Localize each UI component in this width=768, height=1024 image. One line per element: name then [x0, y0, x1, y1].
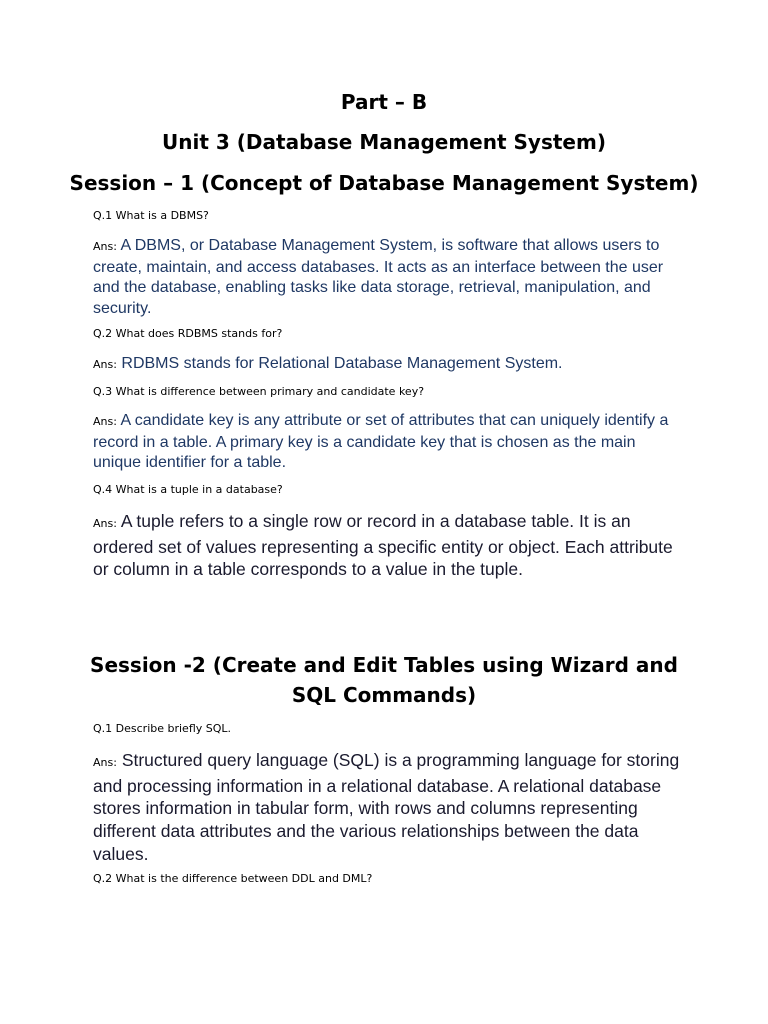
s1-answer-1 — [93, 236, 683, 319]
ans-label: Ans: — [93, 358, 117, 371]
ans-label: Ans: — [93, 240, 117, 253]
s1-question-2: Q.2 What does RDBMS stands for? — [93, 327, 283, 340]
ans-label: Ans: — [93, 415, 117, 428]
s2-question-2: Q.2 What is the difference between DDL and DML? — [93, 872, 373, 885]
s1-answer-2-text: RDBMS stands for Relational Database Management System. — [121, 355, 563, 372]
s1-question-3: Q.3 What is difference between primary and candidate key? — [93, 385, 425, 398]
s1-question-4: Q.4 What is a tuple in a database? — [93, 483, 283, 496]
s1-answer-2 — [93, 354, 683, 375]
s1-answer-4-text: A tuple refers to a single row or record in a database table. It is an ordered set of values representing a specific entity or object. Each attribute or column in a table corresponds to a value in the tuple. — [93, 511, 673, 580]
part-heading: Part – B — [340, 90, 428, 114]
unit-heading: Unit 3 (Database Management System) — [162, 130, 606, 154]
s1-answer-4 — [93, 510, 683, 581]
s1-question-1: Q.1 What is a DBMS? — [93, 209, 209, 222]
session1-heading: Session – 1 (Concept of Database Management System) — [69, 171, 699, 195]
s2-answer-1 — [93, 749, 683, 866]
ans-label: Ans: — [93, 756, 117, 769]
session2-heading: Session -2 (Create and Edit Tables using Wizard and SQL Commands) — [90, 653, 678, 707]
ans-label: Ans: — [93, 517, 117, 530]
s1-answer-3-text: A candidate key is any attribute or set of attributes that can uniquely identify a record in a table. A primary key is a candidate key that is chosen as the main unique identifier for a table. — [93, 412, 669, 471]
s1-answer-1-text: A DBMS, or Database Management System, is software that allows users to create, maintain, and access databases. It acts as an interface between the user and the database, enabling tasks like data storage, retrieval, manipulation, and security. — [93, 237, 664, 317]
s1-answer-3 — [93, 411, 683, 474]
s2-answer-1-text: Structured query language (SQL) is a programming language for storing and processing information in a relational database. A relational database stores information in tabular form, with rows and columns representing different data attributes and the various relationships between the data values. — [93, 750, 680, 864]
s2-question-1: Q.1 Describe briefly SQL. — [93, 722, 232, 735]
